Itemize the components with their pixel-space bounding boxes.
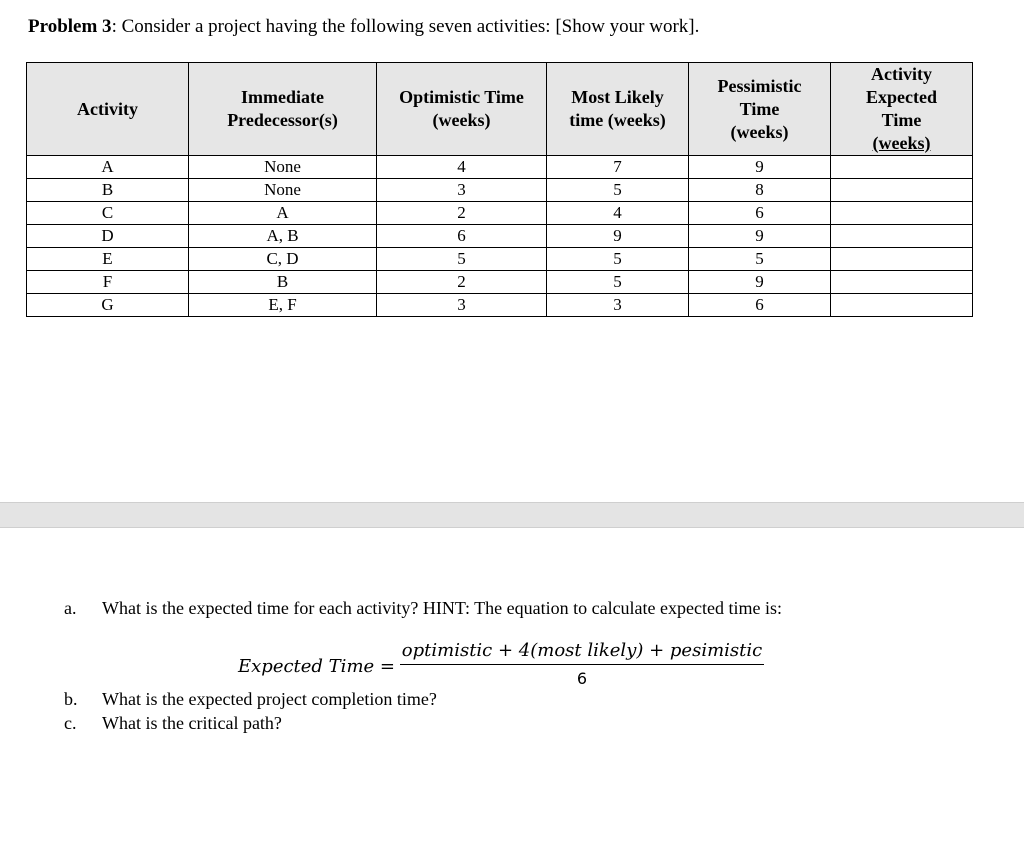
cell-optimistic: 5 xyxy=(377,248,547,271)
cell-pessimistic: 6 xyxy=(689,294,831,317)
cell-predecessors: None xyxy=(189,179,377,202)
cell-activity: E xyxy=(27,248,189,271)
cell-optimistic: 3 xyxy=(377,179,547,202)
table-row xyxy=(27,294,973,317)
page-break-divider xyxy=(0,502,1024,528)
cell-predecessors: E, F xyxy=(189,294,377,317)
header-predecessors: Immediate Predecessor(s) xyxy=(189,63,377,156)
cell-pessimistic: 8 xyxy=(689,179,831,202)
cell-expected xyxy=(831,225,973,248)
table-header-row xyxy=(27,63,973,156)
question-text: What is the expected time for each activity? HINT: The equation to calculate expected time is: xyxy=(102,598,782,618)
table-row xyxy=(27,179,973,202)
problem-label: Problem 3 xyxy=(28,16,112,37)
cell-most-likely: 9 xyxy=(547,225,689,248)
cell-activity: A xyxy=(27,156,189,179)
cell-activity: C xyxy=(27,202,189,225)
question-c xyxy=(64,713,282,734)
question-marker: b. xyxy=(64,689,78,709)
cell-optimistic: 4 xyxy=(377,156,547,179)
header-optimistic: Optimistic Time (weeks) xyxy=(377,63,547,156)
cell-expected xyxy=(831,271,973,294)
cell-most-likely: 5 xyxy=(547,179,689,202)
cell-expected xyxy=(831,179,973,202)
header-pessimistic: Pessimistic Time (weeks) xyxy=(689,63,831,156)
cell-predecessors: None xyxy=(189,156,377,179)
cell-most-likely: 5 xyxy=(547,271,689,294)
table-row xyxy=(27,202,973,225)
cell-predecessors: A xyxy=(189,202,377,225)
question-text: What is the critical path? xyxy=(102,713,282,733)
cell-pessimistic: 9 xyxy=(689,225,831,248)
cell-predecessors: C, D xyxy=(189,248,377,271)
header-most-likely: Most Likely time (weeks) xyxy=(547,63,689,156)
table-row xyxy=(27,248,973,271)
cell-predecessors: B xyxy=(189,271,377,294)
cell-activity: D xyxy=(27,225,189,248)
cell-expected xyxy=(831,202,973,225)
cell-pessimistic: 6 xyxy=(689,202,831,225)
cell-optimistic: 2 xyxy=(377,271,547,294)
formula-denominator: 6 xyxy=(576,669,588,688)
cell-predecessors: A, B xyxy=(189,225,377,248)
cell-optimistic: 3 xyxy=(377,294,547,317)
cell-pessimistic: 9 xyxy=(689,271,831,294)
table-row xyxy=(27,271,973,294)
cell-expected xyxy=(831,248,973,271)
cell-expected xyxy=(831,294,973,317)
formula-fraction xyxy=(400,640,764,688)
question-marker: a. xyxy=(64,598,77,618)
cell-activity: B xyxy=(27,179,189,202)
table-row xyxy=(27,156,973,179)
header-expected: Activity Expected Time (weeks) xyxy=(831,63,973,156)
cell-pessimistic: 9 xyxy=(689,156,831,179)
formula-lhs: Expected Time = xyxy=(238,656,395,677)
cell-activity: F xyxy=(27,271,189,294)
formula-numerator: optimistic + 4(most likely) + pesimistic xyxy=(400,640,764,665)
question-marker: c. xyxy=(64,713,77,733)
question-text: What is the expected project completion time? xyxy=(102,689,437,709)
table-row xyxy=(27,225,973,248)
question-b xyxy=(64,689,437,710)
problem-heading xyxy=(28,16,699,38)
cell-most-likely: 5 xyxy=(547,248,689,271)
header-activity: Activity xyxy=(27,63,189,156)
cell-most-likely: 4 xyxy=(547,202,689,225)
cell-most-likely: 7 xyxy=(547,156,689,179)
question-a xyxy=(64,598,782,619)
activities-table xyxy=(26,62,973,317)
cell-expected xyxy=(831,156,973,179)
cell-pessimistic: 5 xyxy=(689,248,831,271)
cell-activity: G xyxy=(27,294,189,317)
cell-optimistic: 6 xyxy=(377,225,547,248)
cell-optimistic: 2 xyxy=(377,202,547,225)
problem-text: : Consider a project having the following seven activities: [Show your work]. xyxy=(111,16,700,37)
cell-most-likely: 3 xyxy=(547,294,689,317)
